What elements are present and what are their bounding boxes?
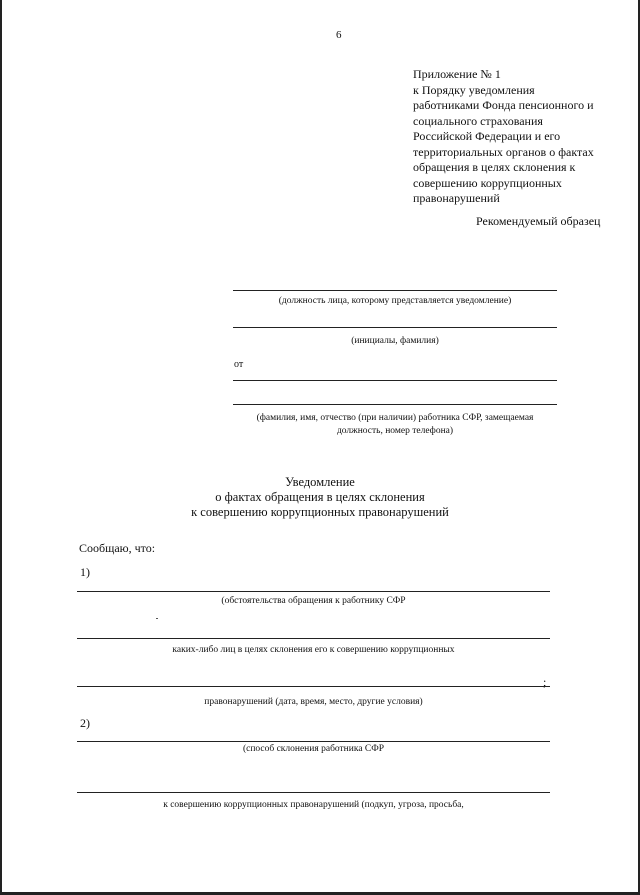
sender-fill-line-2[interactable] xyxy=(233,404,557,405)
item2-fill-line-1[interactable] xyxy=(77,741,550,742)
from-label: от xyxy=(234,359,244,370)
scan-speck xyxy=(156,618,158,619)
item2-caption-1: (способ склонения работника СФР xyxy=(242,744,385,754)
appendix-line: Приложение № 1 xyxy=(413,67,501,81)
item2-number: 2) xyxy=(80,716,90,730)
page-frame-left xyxy=(0,0,2,895)
appendix-line: обращения в целях склонения к xyxy=(413,160,576,174)
item2-fill-line-2[interactable] xyxy=(77,792,550,793)
item1-fill-line-2[interactable] xyxy=(77,638,550,639)
item1-fill-line-3[interactable] xyxy=(77,686,550,687)
initials-caption: (инициалы, фамилия) xyxy=(351,336,439,346)
notice-title-line: к совершению коррупционных правонарушений xyxy=(191,505,449,519)
notice-title-line: Уведомление xyxy=(285,475,355,489)
item1-caption-2: каких-либо лиц в целях склонения его к совершению коррупционных xyxy=(172,645,455,655)
appendix-line: совершению коррупционных xyxy=(413,175,562,190)
appendix-block xyxy=(413,67,594,207)
notice-title xyxy=(100,475,540,520)
appendix-line: социального страхования xyxy=(413,113,543,128)
notice-title-line: о фактах обращения в целях склонения xyxy=(215,490,425,504)
position-caption: (должность лица, которому представляется уведомление) xyxy=(278,296,512,306)
position-fill-line[interactable] xyxy=(233,290,557,291)
item1-caption-1: (обстоятельства обращения к работнику СФР xyxy=(221,596,406,606)
initials-fill-line[interactable] xyxy=(233,327,557,328)
appendix-line: территориальных органов о фактах xyxy=(413,144,594,159)
page-number: 6 xyxy=(336,29,342,41)
sender-caption-line2: должность, номер телефона) xyxy=(336,426,454,436)
sample-label: Рекомендуемый образец xyxy=(476,214,601,228)
intro-text: Сообщаю, что: xyxy=(79,541,156,555)
appendix-line: работниками Фонда пенсионного и xyxy=(413,98,594,112)
sender-caption-line1: (фамилия, имя, отчество (при наличии) работника СФР, замещаемая xyxy=(256,413,534,423)
item1-fill-line-1[interactable] xyxy=(77,591,550,592)
item1-caption-3: правонарушений (дата, время, место, другие условия) xyxy=(204,697,423,707)
appendix-line: к Порядку уведомления xyxy=(413,82,535,97)
appendix-line: правонарушений xyxy=(413,191,500,205)
semicolon-mark: ; xyxy=(543,675,547,689)
item1-number: 1) xyxy=(80,565,90,579)
appendix-line: Российской Федерации и его xyxy=(413,129,561,143)
item2-caption-2: к совершению коррупционных правонарушений (подкуп, угроза, просьба, xyxy=(163,800,464,810)
sender-fill-line-1[interactable] xyxy=(233,380,557,381)
